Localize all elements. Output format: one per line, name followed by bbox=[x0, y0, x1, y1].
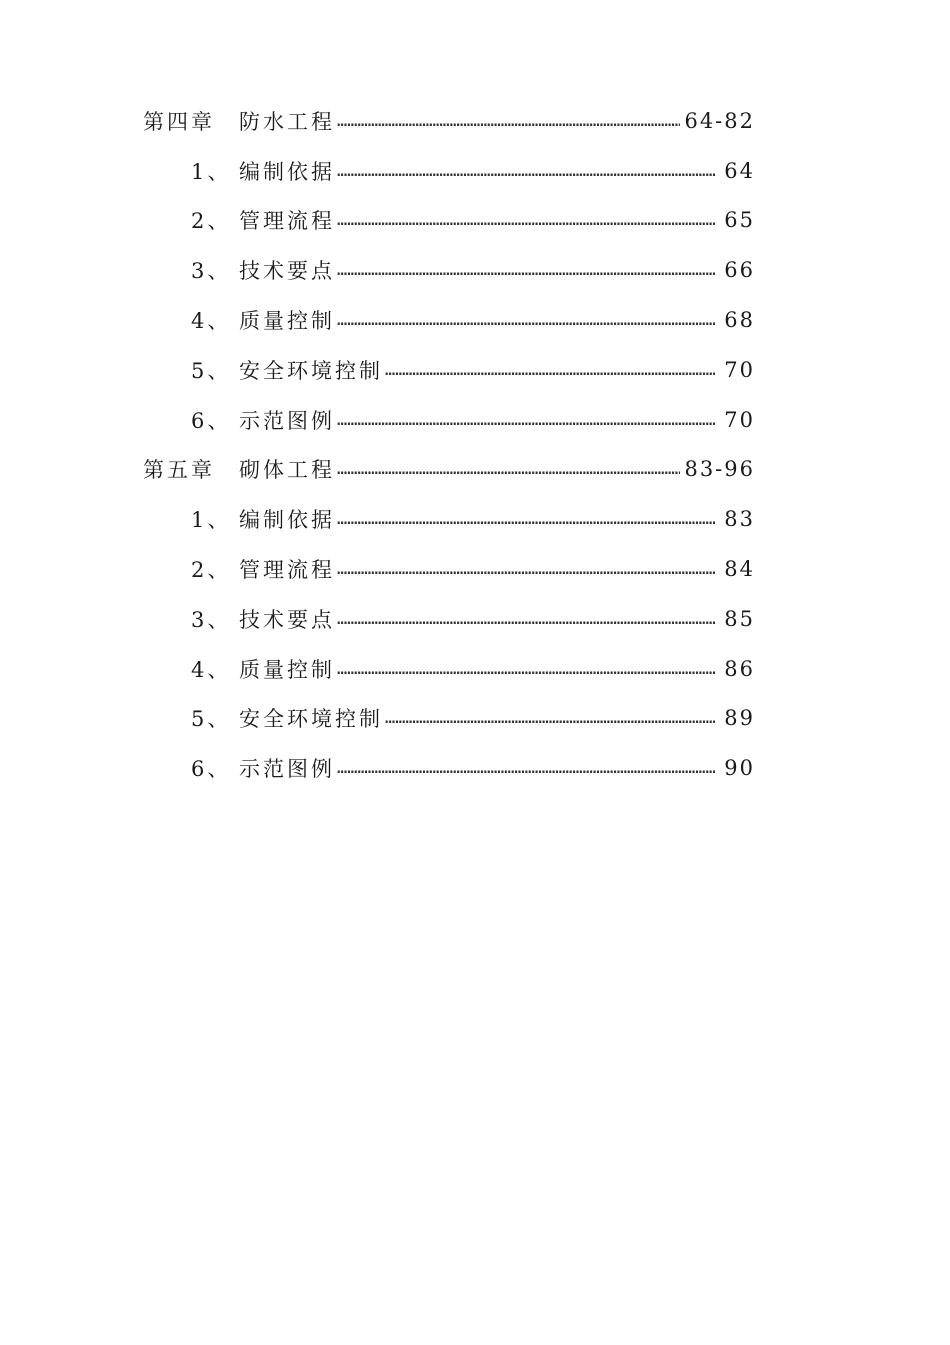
item-title: 安全环境控制 bbox=[239, 358, 383, 383]
item-title: 管理流程 bbox=[239, 209, 335, 234]
toc-item[interactable] bbox=[143, 544, 755, 594]
item-page: 70 bbox=[724, 407, 755, 432]
chapter-page-range: 83-96 bbox=[684, 457, 755, 482]
toc-item[interactable] bbox=[143, 345, 755, 395]
toc-item[interactable] bbox=[143, 295, 755, 345]
item-number: 2、 bbox=[191, 558, 232, 583]
item-page: 85 bbox=[724, 606, 755, 631]
dot-leader bbox=[335, 757, 715, 779]
chapter-page-range: 64-82 bbox=[684, 108, 755, 133]
item-number: 3、 bbox=[191, 259, 232, 284]
item-number: 5、 bbox=[191, 707, 232, 732]
item-title: 管理流程 bbox=[239, 558, 335, 583]
dot-leader bbox=[383, 707, 715, 729]
item-title: 质量控制 bbox=[239, 657, 335, 682]
chapter-title: 防水工程 bbox=[239, 109, 335, 134]
item-page: 89 bbox=[724, 706, 755, 731]
item-number: 2、 bbox=[191, 209, 232, 234]
dot-leader bbox=[335, 558, 715, 580]
dot-leader bbox=[335, 608, 715, 630]
dot-leader bbox=[335, 458, 680, 480]
dot-leader bbox=[335, 409, 715, 431]
item-page: 66 bbox=[724, 258, 755, 283]
item-title: 技术要点 bbox=[239, 259, 335, 284]
item-page: 68 bbox=[724, 308, 755, 333]
chapter-title: 砌体工程 bbox=[239, 458, 335, 483]
item-title: 技术要点 bbox=[239, 607, 335, 632]
item-page: 83 bbox=[724, 507, 755, 532]
toc-item[interactable] bbox=[143, 395, 755, 445]
item-page: 90 bbox=[724, 756, 755, 781]
table-of-contents bbox=[143, 96, 755, 793]
dot-leader bbox=[335, 110, 680, 132]
item-number: 4、 bbox=[191, 657, 232, 682]
toc-item[interactable] bbox=[143, 743, 755, 793]
item-page: 84 bbox=[724, 557, 755, 582]
dot-leader bbox=[335, 259, 715, 281]
item-page: 65 bbox=[724, 208, 755, 233]
item-title: 质量控制 bbox=[239, 309, 335, 334]
item-number: 4、 bbox=[191, 309, 232, 334]
item-title: 编制依据 bbox=[239, 159, 335, 184]
item-title: 示范图例 bbox=[239, 408, 335, 433]
toc-item[interactable] bbox=[143, 644, 755, 694]
item-title: 编制依据 bbox=[239, 508, 335, 533]
item-number: 3、 bbox=[191, 607, 232, 632]
dot-leader bbox=[335, 160, 715, 182]
item-title: 示范图例 bbox=[239, 757, 335, 782]
toc-chapter-4[interactable] bbox=[143, 96, 755, 146]
toc-item[interactable] bbox=[143, 694, 755, 744]
toc-item[interactable] bbox=[143, 245, 755, 295]
chapter-number: 第五章 bbox=[143, 458, 215, 483]
item-page: 64 bbox=[724, 158, 755, 183]
item-number: 1、 bbox=[191, 159, 232, 184]
item-title: 安全环境控制 bbox=[239, 707, 383, 732]
item-number: 6、 bbox=[191, 408, 232, 433]
item-number: 6、 bbox=[191, 757, 232, 782]
dot-leader bbox=[335, 209, 715, 231]
dot-leader bbox=[335, 309, 715, 331]
toc-chapter-5[interactable] bbox=[143, 445, 755, 495]
item-page: 86 bbox=[724, 656, 755, 681]
chapter-number: 第四章 bbox=[143, 109, 215, 134]
dot-leader bbox=[383, 359, 715, 381]
item-number: 5、 bbox=[191, 358, 232, 383]
toc-item[interactable] bbox=[143, 146, 755, 196]
toc-item[interactable] bbox=[143, 594, 755, 644]
dot-leader bbox=[335, 658, 715, 680]
item-number: 1、 bbox=[191, 508, 232, 533]
toc-item[interactable] bbox=[143, 196, 755, 246]
toc-item[interactable] bbox=[143, 494, 755, 544]
item-page: 70 bbox=[724, 357, 755, 382]
dot-leader bbox=[335, 508, 715, 530]
